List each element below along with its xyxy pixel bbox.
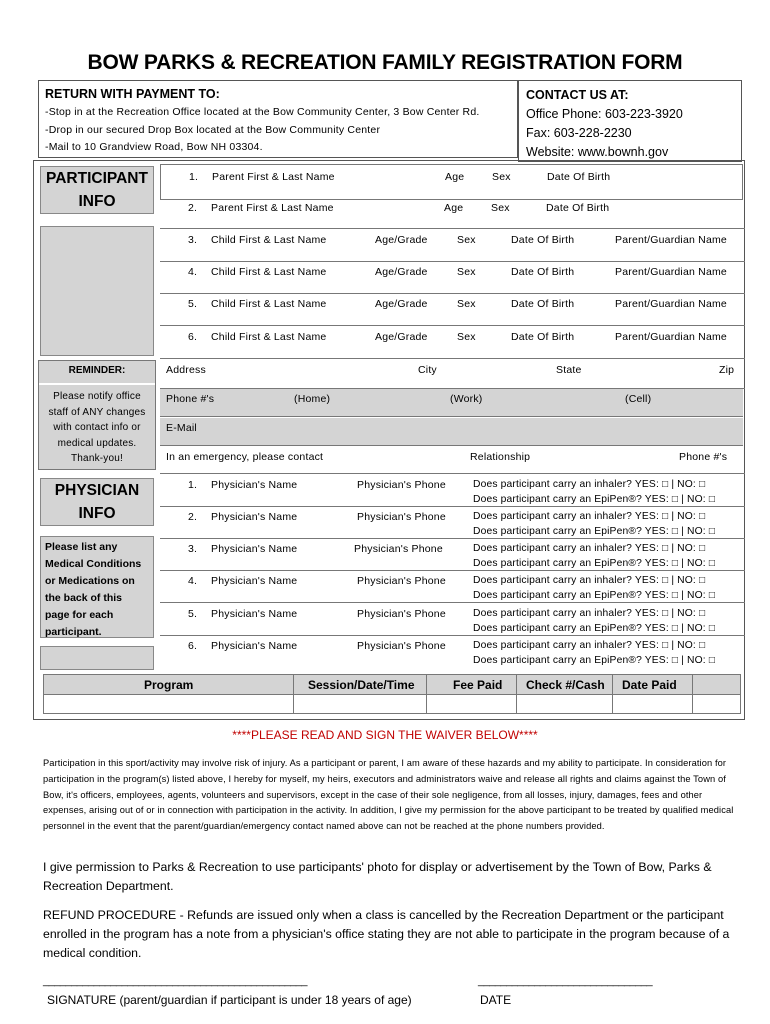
check-cash-header: Check #/Cash <box>526 678 605 692</box>
row-number: 4. <box>188 266 198 278</box>
participant-label-box <box>40 166 154 214</box>
inhaler-question[interactable]: Does participant carry an inhaler? YES: □ | NO: □ <box>473 575 706 586</box>
address-label: Address <box>166 364 206 376</box>
parent-row[interactable] <box>160 164 743 200</box>
epipen-question[interactable]: Does participant carry an EpiPen®? YES: □ | NO: □ <box>473 526 716 537</box>
reminder-line: medical updates. <box>57 437 137 449</box>
return-line: -Mail to 10 Grandview Road, Bow NH 03304. <box>45 141 263 153</box>
dob-label: Date Of Birth <box>511 234 575 246</box>
physician-row[interactable] <box>160 507 745 539</box>
reminder-text <box>39 389 155 467</box>
guardian-label: Parent/Guardian Name <box>615 298 727 310</box>
contact-info-box <box>518 80 742 162</box>
inhaler-question[interactable]: Does participant carry an inhaler? YES: □ | NO: □ <box>473 640 706 651</box>
inhaler-question[interactable]: Does participant carry an inhaler? YES: □ | NO: □ <box>473 608 706 619</box>
waiver-text: Participation in this sport/activity may involve risk of injury. As a participant or parent, I am aware of these hazards and my ability to participate. In consideration for participation in the program(s) listed above, I hereby for myself, my heirs, executors and administrators waive and release all rights and claims against the Town of Bow, it's officers, employees, agents, volunteers and supervisors, except in the case of their sole negligence, from all losses, injury, damages, fees and other expenses, arising out of or in connection with participation in the activity. In addition, I give my permission for the above participant to be treated by qualified medical personnel in the event that the parent/guardian/emergency contact named above can not be reached at the phone numbers provided. <box>43 758 734 832</box>
inhaler-question[interactable]: Does participant carry an inhaler? YES: □ | NO: □ <box>473 511 706 522</box>
physician-note-line: participant. <box>45 626 102 638</box>
sex-label: Sex <box>492 171 511 183</box>
fee-paid-input[interactable] <box>427 696 516 713</box>
dob-label: Date Of Birth <box>547 171 611 183</box>
child-row[interactable] <box>160 229 745 261</box>
fax-number: Fax: 603-228-2230 <box>526 126 632 140</box>
physician-name-label: Physician's Name <box>211 543 298 555</box>
row-number: 1. <box>189 171 199 183</box>
participant-grey-column <box>40 226 154 356</box>
emergency-row[interactable] <box>160 447 745 474</box>
sex-label: Sex <box>491 202 510 214</box>
dob-label: Date Of Birth <box>511 331 575 343</box>
emergency-label: In an emergency, please contact <box>166 451 324 463</box>
row-number: 5. <box>188 298 198 310</box>
physician-note-line: or Medications on <box>45 575 135 587</box>
row-number: 2. <box>188 202 198 214</box>
participant-title: INFO <box>78 193 116 210</box>
inhaler-question[interactable]: Does participant carry an inhaler? YES: □ | NO: □ <box>473 543 706 554</box>
participant-title: PARTICIPANT <box>46 170 148 187</box>
return-line: -Stop in at the Recreation Office located at the Bow Community Center, 3 Bow Center Rd. <box>45 106 480 118</box>
office-phone: Office Phone: 603-223-3920 <box>526 107 683 121</box>
physician-row[interactable] <box>160 539 745 571</box>
epipen-question[interactable]: Does participant carry an EpiPen®? YES: □ | NO: □ <box>473 558 716 569</box>
guardian-label: Parent/Guardian Name <box>615 266 727 278</box>
phones-label: Phone #'s <box>166 393 215 405</box>
physician-phone-label: Physician's Phone <box>357 608 446 620</box>
grade-label: Age/Grade <box>375 298 428 310</box>
dob-label: Date Of Birth <box>511 266 575 278</box>
grade-label: Age/Grade <box>375 234 428 246</box>
reminder-line: with contact info or <box>53 422 141 433</box>
physician-phone-label: Physician's Phone <box>357 479 446 491</box>
photo-permission: I give permission to Parks & Recreation to use participants' photo for display or advertisement by the Town of Bow, Parks & Recreation Department. <box>43 860 712 893</box>
row-number: 1. <box>188 479 198 491</box>
physician-row[interactable] <box>160 571 745 603</box>
email-label: E-Mail <box>166 422 197 434</box>
epipen-question[interactable]: Does participant carry an EpiPen®? YES: □ | NO: □ <box>473 655 716 666</box>
email-row[interactable] <box>160 418 743 446</box>
physician-title: INFO <box>78 505 116 522</box>
age-label: Age <box>445 171 465 183</box>
return-line: -Drop in our secured Drop Box located at the Bow Community Center <box>45 124 381 136</box>
inhaler-question[interactable]: Does participant carry an inhaler? YES: □ | NO: □ <box>473 479 706 490</box>
city-label: City <box>418 364 437 376</box>
physician-phone-label: Physician's Phone <box>357 511 446 523</box>
row-number: 6. <box>188 640 198 652</box>
physician-phone-label: Physician's Phone <box>357 640 446 652</box>
return-info-box <box>38 80 518 158</box>
age-label: Age <box>444 202 464 214</box>
fee-paid-header: Fee Paid <box>453 678 503 692</box>
parent-name-label: Parent First & Last Name <box>212 171 335 183</box>
address-row[interactable] <box>160 358 745 389</box>
reminder-heading: REMINDER: <box>68 365 126 376</box>
website: Website: www.bownh.gov <box>526 145 669 159</box>
emergency-phone-label: Phone #'s <box>679 451 728 463</box>
reminder-line: Please notify office <box>53 391 141 402</box>
child-row[interactable] <box>160 326 745 358</box>
program-table <box>43 674 741 714</box>
session-header: Session/Date/Time <box>308 678 415 692</box>
physician-row[interactable] <box>160 603 745 635</box>
work-phone-label: (Work) <box>450 393 483 405</box>
row-number: 2. <box>188 511 198 523</box>
reminder-line: staff of ANY changes <box>48 406 146 418</box>
physician-row[interactable] <box>160 474 745 506</box>
guardian-label: Parent/Guardian Name <box>615 234 727 246</box>
date-label: DATE <box>480 993 512 1007</box>
physician-note-line: Please list any <box>45 541 118 553</box>
physician-title: PHYSICIAN <box>54 482 140 499</box>
physician-note-box <box>40 536 154 638</box>
grade-label: Age/Grade <box>375 331 428 343</box>
reminder-box <box>38 360 156 470</box>
child-name-label: Child First & Last Name <box>211 266 327 278</box>
child-name-label: Child First & Last Name <box>211 331 327 343</box>
parent-name-label: Parent First & Last Name <box>211 202 334 214</box>
relationship-label: Relationship <box>470 451 531 463</box>
program-header: Program <box>144 678 194 692</box>
physician-phone-label: Physician's Phone <box>354 543 443 555</box>
contact-heading: CONTACT US AT: <box>526 88 629 102</box>
physician-name-label: Physician's Name <box>211 640 298 652</box>
parent-row[interactable] <box>160 198 743 228</box>
sex-label: Sex <box>457 266 476 278</box>
child-row[interactable] <box>160 294 745 326</box>
epipen-question[interactable]: Does participant carry an EpiPen®? YES: □ | NO: □ <box>473 623 716 634</box>
row-number: 4. <box>188 575 198 587</box>
sex-label: Sex <box>457 331 476 343</box>
physician-grey-column <box>40 646 154 670</box>
guardian-label: Parent/Guardian Name <box>615 331 727 343</box>
physician-label-box <box>40 478 154 526</box>
physician-note-line: page for each <box>45 609 114 621</box>
grade-label: Age/Grade <box>375 266 428 278</box>
physician-name-label: Physician's Name <box>211 575 298 587</box>
date-line[interactable]: _______________________________ <box>478 975 653 987</box>
col-divider <box>692 675 693 713</box>
physician-name-label: Physician's Name <box>211 608 298 620</box>
physician-phone-label: Physician's Phone <box>357 575 446 587</box>
program-input[interactable] <box>44 696 293 713</box>
epipen-question[interactable]: Does participant carry an EpiPen®? YES: □ | NO: □ <box>473 494 716 505</box>
page-title: BOW PARKS & RECREATION FAMILY REGISTRATION FORM <box>87 51 683 74</box>
state-label: State <box>556 364 582 376</box>
physician-row[interactable] <box>160 636 745 668</box>
row-number: 6. <box>188 331 198 343</box>
dob-label: Date Of Birth <box>511 298 575 310</box>
signature-line[interactable]: _______________________________________________ <box>43 975 308 987</box>
return-heading: RETURN WITH PAYMENT TO: <box>45 87 220 101</box>
row-number: 3. <box>188 543 198 555</box>
child-name-label: Child First & Last Name <box>211 234 327 246</box>
physician-name-label: Physician's Name <box>211 479 298 491</box>
check-cash-input[interactable] <box>517 696 612 713</box>
physician-name-label: Physician's Name <box>211 511 298 523</box>
date-paid-header: Date Paid <box>622 678 677 692</box>
home-phone-label: (Home) <box>294 393 331 405</box>
physician-note-line: the back of this <box>45 592 123 604</box>
dob-label: Date Of Birth <box>546 202 610 214</box>
sex-label: Sex <box>457 234 476 246</box>
cell-phone-label: (Cell) <box>625 393 652 405</box>
physician-note-line: Medical Conditions <box>45 558 142 570</box>
row-number: 5. <box>188 608 198 620</box>
signature-label: SIGNATURE (parent/guardian if participant is under 18 years of age) <box>47 993 412 1007</box>
refund-procedure: REFUND PROCEDURE - Refunds are issued only when a class is cancelled by the Recreation Department or the participant enrolled in the program has a note from a physician's office stating they are not able to participate in the program because of a medical condition. <box>43 908 730 960</box>
waiver-notice: ****PLEASE READ AND SIGN THE WAIVER BELOW**** <box>232 728 538 742</box>
child-name-label: Child First & Last Name <box>211 298 327 310</box>
date-paid-input[interactable] <box>613 696 692 713</box>
sex-label: Sex <box>457 298 476 310</box>
child-row[interactable] <box>160 262 745 294</box>
row-number: 3. <box>188 234 198 246</box>
phone-row[interactable] <box>160 389 743 417</box>
zip-label: Zip <box>719 364 735 376</box>
reminder-line: Thank-you! <box>70 453 124 464</box>
session-input[interactable] <box>294 696 426 713</box>
epipen-question[interactable]: Does participant carry an EpiPen®? YES: □ | NO: □ <box>473 590 716 601</box>
